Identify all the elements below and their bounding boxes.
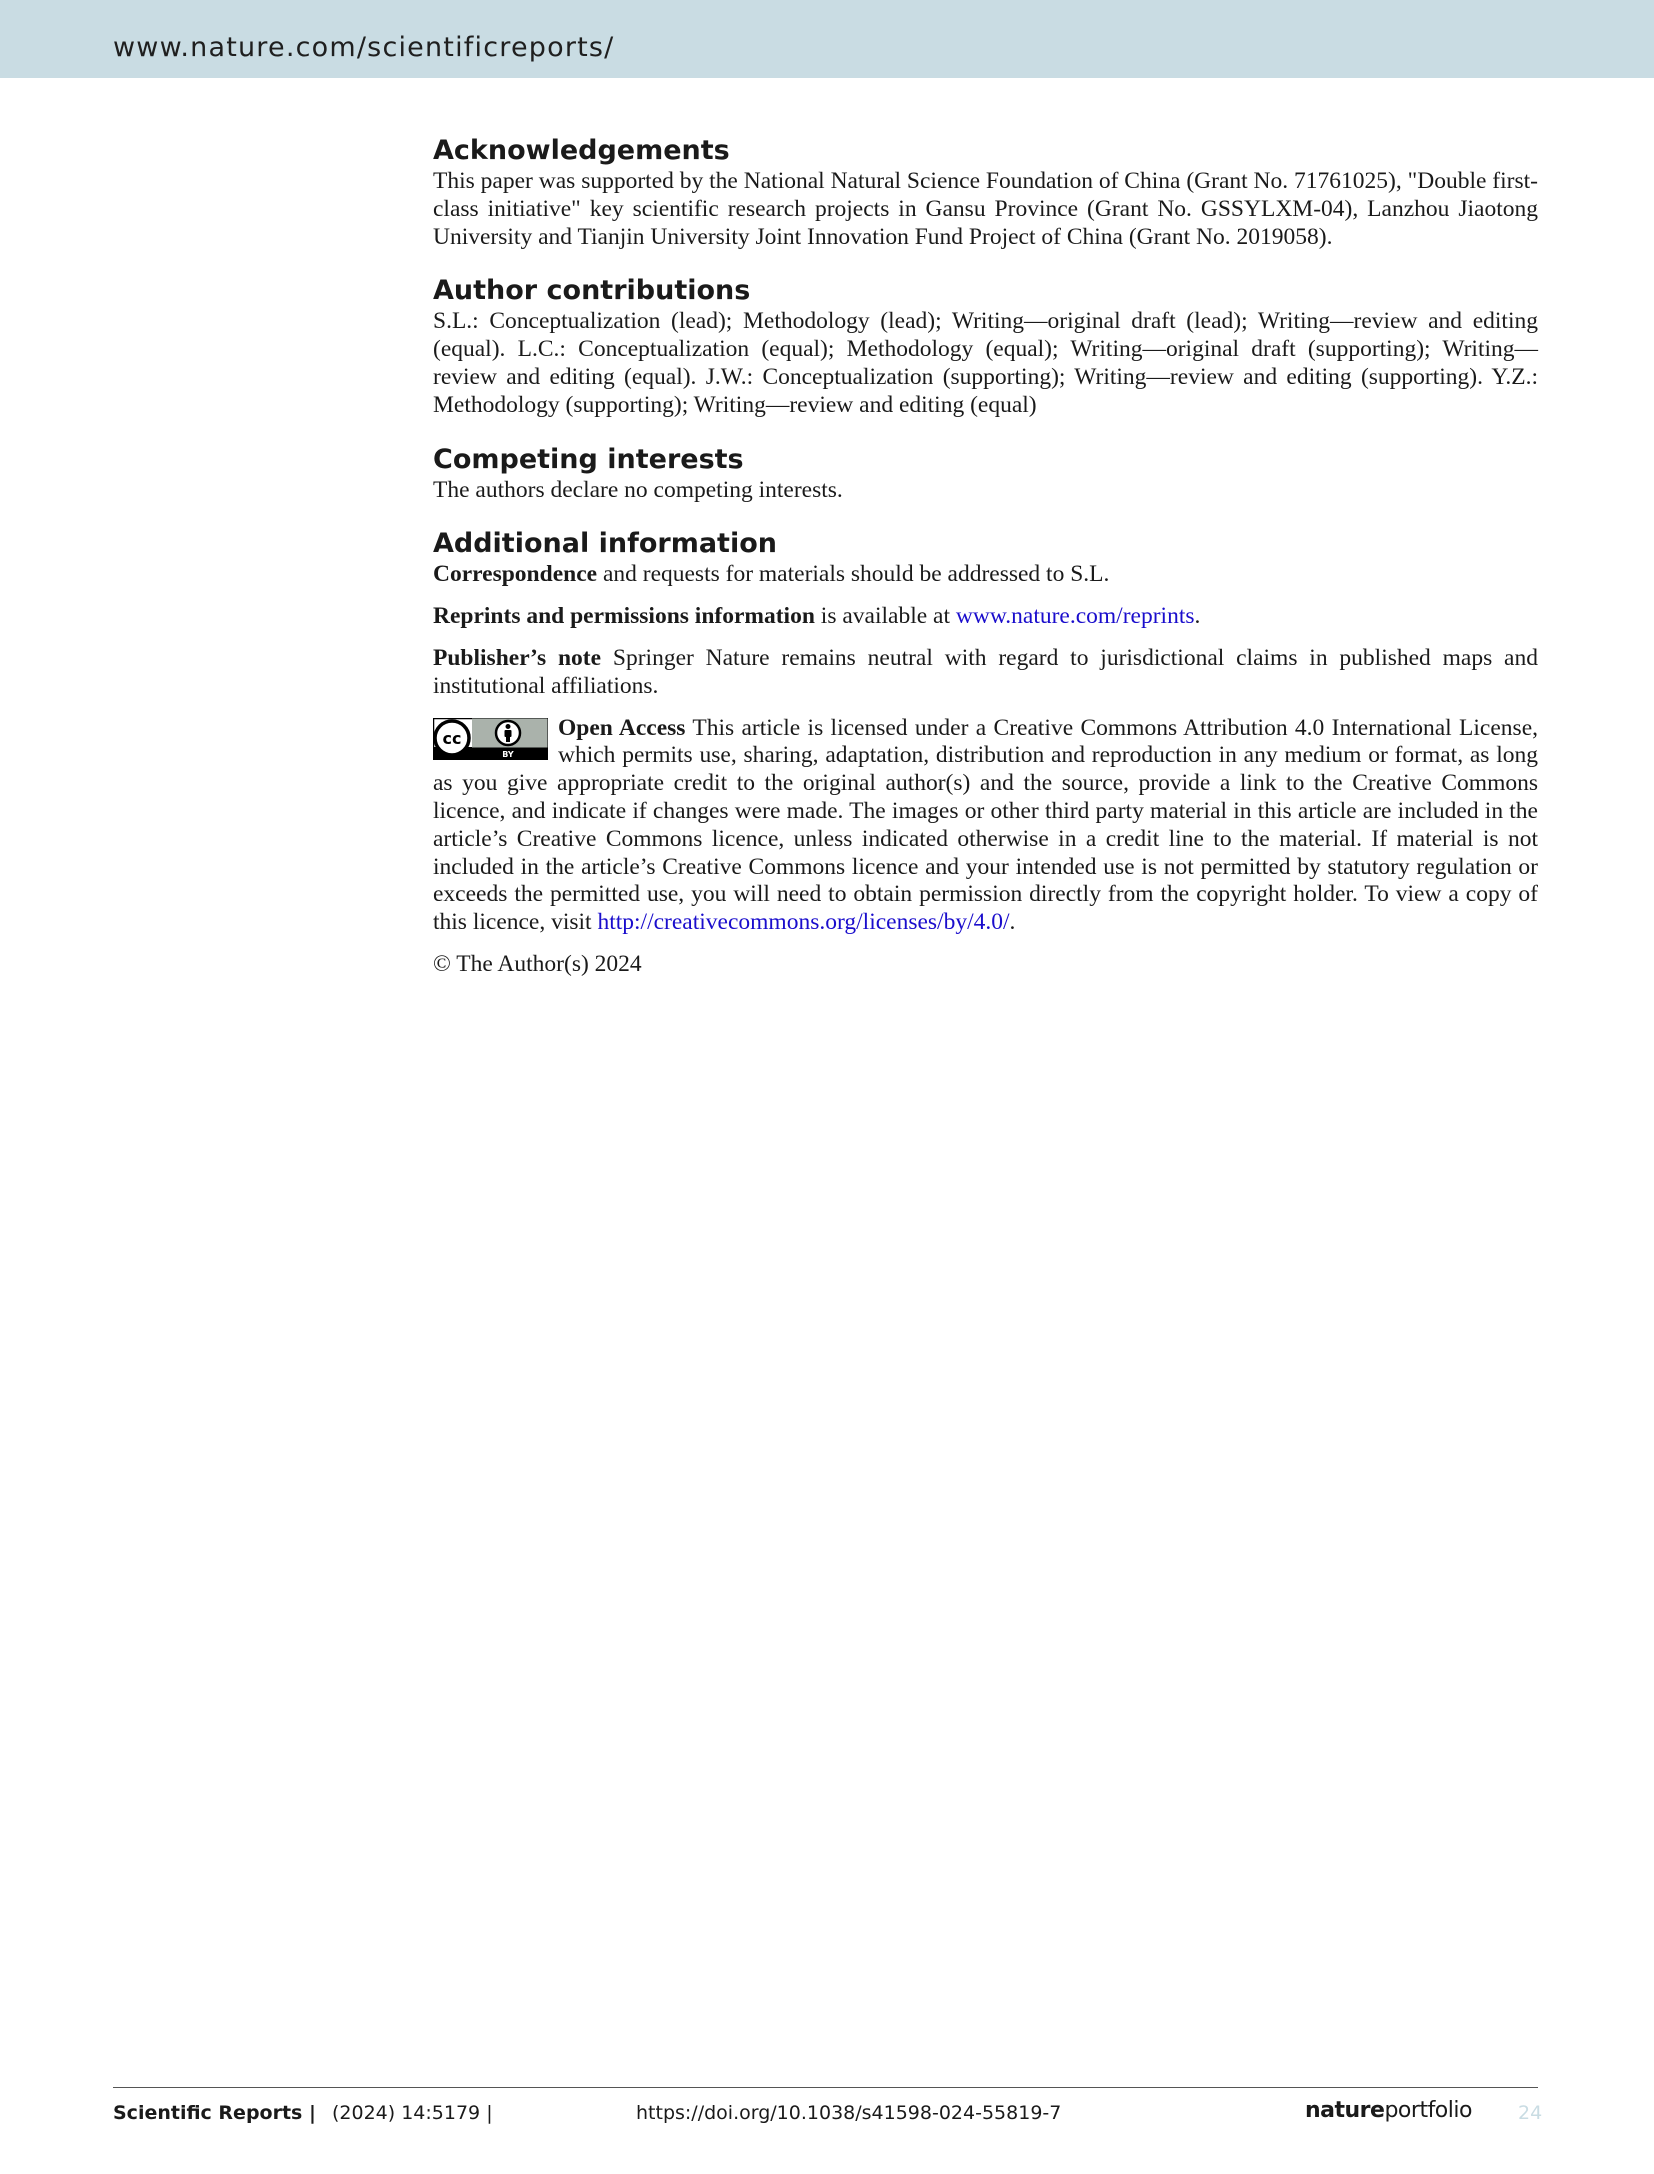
publisher-note-text: Springer Nature remains neutral with regard to jurisdictional claims in published maps and institutional affiliations. — [433, 644, 1538, 699]
author-contributions-section — [433, 274, 1538, 419]
footer-divider — [113, 2087, 1538, 2088]
correspondence-paragraph — [433, 561, 1538, 589]
section-heading: Additional information — [433, 528, 777, 560]
logo-word-portfolio: portfolio — [1384, 2098, 1472, 2123]
header-bar — [0, 0, 1654, 78]
by-icon-label: BY — [502, 749, 514, 759]
acknowledgements-text: This paper was supported by the National Natural Science Foundation of China (Grant No. 71761025), "Double first-class initiative" key scientific research projects in Gansu Province (Grant No. GSSYLXM-04), Lanzhou Jiaotong University and Tianjin University Joint Innovation Fund Project of China (Grant No. 2019058). — [433, 168, 1538, 250]
reprints-end: . — [1194, 603, 1201, 630]
open-access-end: . — [1009, 909, 1016, 936]
correspondence-label: Correspondence — [433, 561, 598, 588]
footer-journal-name: Scientific Reports | — [113, 2102, 316, 2124]
publisher-note-paragraph — [433, 645, 1538, 701]
creative-commons-link[interactable]: http://creativecommons.org/licenses/by/4.0/ — [597, 909, 1010, 936]
reprints-text: is available at — [814, 603, 956, 630]
author-contributions-text: S.L.: Conceptualization (lead); Methodology (lead); Writing—original draft (lead); Writing—review and editing (equal). L.C.: Conceptualization (equal); Methodology (equal); Writing—original draft (supporting); Writing—review and editing (equal). J.W.: Conceptualization (supporting); Writing—review and editing (supporting). Y.Z.: Methodology (supporting); Writing—review and editing (equal) — [433, 308, 1538, 418]
logo-word-nature: nature — [1305, 2098, 1385, 2123]
additional-information-section — [433, 527, 1538, 978]
correspondence-text: and requests for materials should be addressed to S.L. — [597, 561, 1110, 588]
open-access-paragraph — [433, 715, 1538, 937]
section-heading: Competing interests — [433, 443, 744, 475]
cc-icon-label: cc — [442, 728, 462, 748]
acknowledgements-section — [433, 134, 1538, 251]
page-number: 24 — [1518, 2102, 1543, 2124]
reprints-label: Reprints and permissions information — [433, 603, 815, 630]
section-heading: Author contributions — [433, 275, 751, 307]
open-access-text: This article is licensed under a Creative Commons Attribution 4.0 International License, which permits use, sharing, adaptation, distribution and reproduction in any medium or format, as long as you give appropriate credit to the original author(s) and the source, provide a link to the Creative Commons licence, and indicate if changes were made. The images or other third party material in this article are included in the article’s Creative Commons licence, unless indicated otherwise in a credit line to the material. If material is not included in the article’s Creative Commons licence and your intended use is not permitted by statutory regulation or exceeds the permitted use, you will need to obtain permission directly from the copyright holder. To view a copy of this licence, visit — [433, 714, 1538, 936]
footer-volume: (2024) 14:5179 | — [332, 2102, 493, 2124]
publisher-note-label: Publisher’s note — [433, 644, 602, 671]
reprints-paragraph — [433, 603, 1538, 631]
competing-interests-text: The authors declare no competing interests. — [433, 476, 843, 503]
footer-doi-link[interactable]: https://doi.org/10.1038/s41598-024-55819-7 — [636, 2102, 1062, 2124]
competing-interests-section — [433, 443, 1538, 505]
article-back-matter — [433, 134, 1538, 1002]
header-url[interactable]: www.nature.com/scientificreports/ — [113, 32, 615, 63]
nature-portfolio-logo — [1305, 2098, 1472, 2123]
reprints-link[interactable]: www.nature.com/reprints — [955, 603, 1195, 630]
open-access-label: Open Access — [558, 714, 686, 741]
cc-by-license-badge[interactable] — [433, 718, 548, 760]
copyright-notice: © The Author(s) 2024 — [433, 950, 642, 977]
section-heading: Acknowledgements — [433, 135, 730, 166]
